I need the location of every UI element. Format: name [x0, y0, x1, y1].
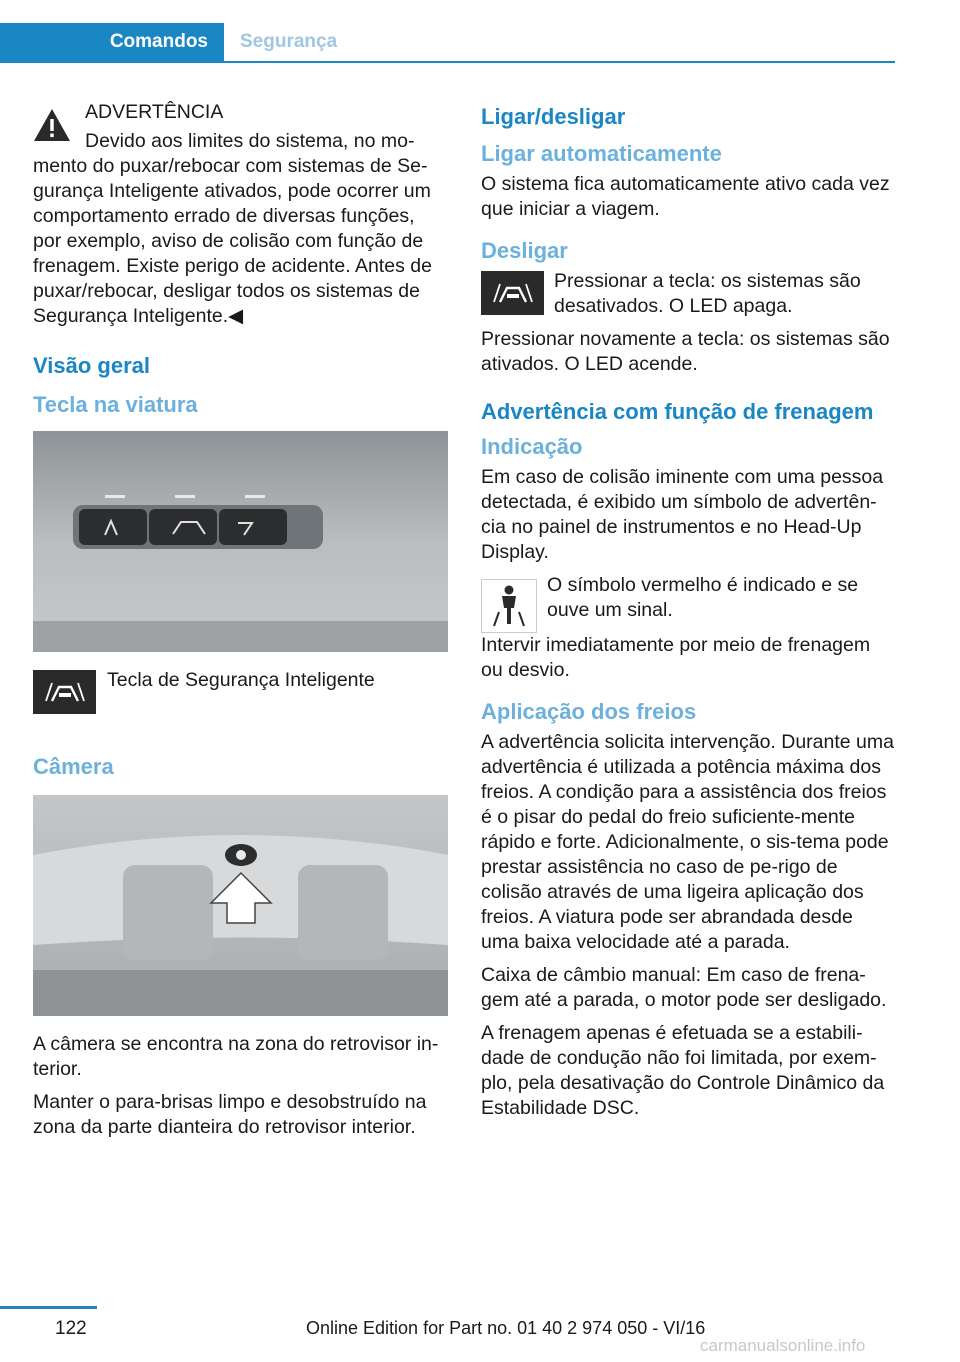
brakes-text-3: A frenagem apenas é efetuada se a estabili-dade de condução não foi limitada, por exem-plo, pela desativação do Controle Dinâmico da Estabilidade DSC. [481, 1022, 885, 1119]
intervene-text: Intervir imediatamente por meio de frenagem ou desvio. [481, 634, 871, 681]
warning-title: ADVERTÊNCIA [85, 101, 224, 123]
tab-seguranca[interactable]: Segurança [240, 31, 338, 52]
brakes-text-1: A advertência solicita intervenção. Durante uma advertência é utilizada a potência máxima dos freios. A condição para a assistência dos freios é o pisar do pedal do freio suficiente-mente rápido e forte. Adicionalmente, o sis-tema pode prestar assistência no caso de pe-rigo de colisão através de uma ligeira aplicação dos freios. A viatura pode ser abrandada desde uma baixa velocidade até a parada. [481, 731, 894, 953]
watermark: carmanualsonline.info [700, 1336, 866, 1355]
heading-off: Desligar [481, 238, 568, 263]
camera-text-1: A câmera se encontra na zona do retrovisor in-terior. [33, 1033, 439, 1080]
key-caption: Tecla de Segurança Inteligente [107, 669, 375, 691]
heading-display: Indicação [481, 434, 583, 459]
off-key-block [481, 269, 895, 319]
right-column [481, 100, 895, 1129]
car-assist-key-icon [33, 670, 96, 714]
car-assist-key-icon [481, 271, 544, 315]
heading-camera: Câmera [33, 754, 114, 779]
heading-key: Tecla na viatura [33, 392, 198, 417]
auto-text: O sistema fica automaticamente ativo cada vez que iniciar a viagem. [481, 173, 890, 220]
display-text: Em caso de colisão iminente com uma pessoa detectada, é exibido um símbolo de advertên-cia no painel de instrumentos e no Head-Up Display. [481, 466, 884, 563]
off-text: Pressionar novamente a tecla: os sistemas são ativados. O LED acende. [481, 328, 890, 375]
brakes-text-2: Caixa de câmbio manual: Em caso de frena-gem até a parada, o motor pode ser desligado. [481, 964, 887, 1011]
warning-triangle-icon [33, 108, 71, 142]
off-key-text: Pressionar a tecla: os sistemas são desativados. O LED apaga. [554, 270, 861, 317]
heading-overview: Visão geral [33, 353, 150, 378]
page-number: 122 [55, 1318, 87, 1339]
heading-brakes: Aplicação dos freios [481, 699, 697, 724]
camera-photo [33, 795, 448, 1016]
camera-text-2: Manter o para-brisas limpo e desobstruído na zona da parte dianteira do retrovisor interior. [33, 1091, 427, 1138]
footer-rule [0, 1306, 97, 1309]
header-tabbar [0, 23, 895, 63]
heading-on-off: Ligar/desligar [481, 104, 626, 129]
warning-text: mento do puxar/rebocar com sistemas de Se-gurança Inteligente ativados, pode ocorrer um comportamento errado de diversas funções, por exemplo, aviso de colisão com função de frenagem. Existe perigo de acidente. Antes de puxar/rebocar, desligar todos os sistemas de Segurança Inteligente.◀ [33, 155, 432, 327]
warning-line-1: Devido aos limites do sistema, no mo- [85, 130, 415, 152]
heading-auto-on: Ligar automaticamente [481, 141, 722, 166]
heading-brake-warning: Advertência com função de frenagem [481, 399, 874, 424]
pedestrian-warning-icon [481, 579, 537, 633]
symbol-block [481, 573, 895, 633]
symbol-text: O símbolo vermelho é indicado e se ouve um sinal. [547, 574, 859, 621]
key-caption-block [33, 668, 448, 728]
left-column [33, 100, 448, 1148]
tab-comandos[interactable]: Comandos [0, 23, 224, 61]
key-photo [33, 431, 448, 652]
warning-block [33, 100, 448, 154]
edition-text: Online Edition for Part no. 01 40 2 974 050 - VI/16 [306, 1318, 706, 1338]
